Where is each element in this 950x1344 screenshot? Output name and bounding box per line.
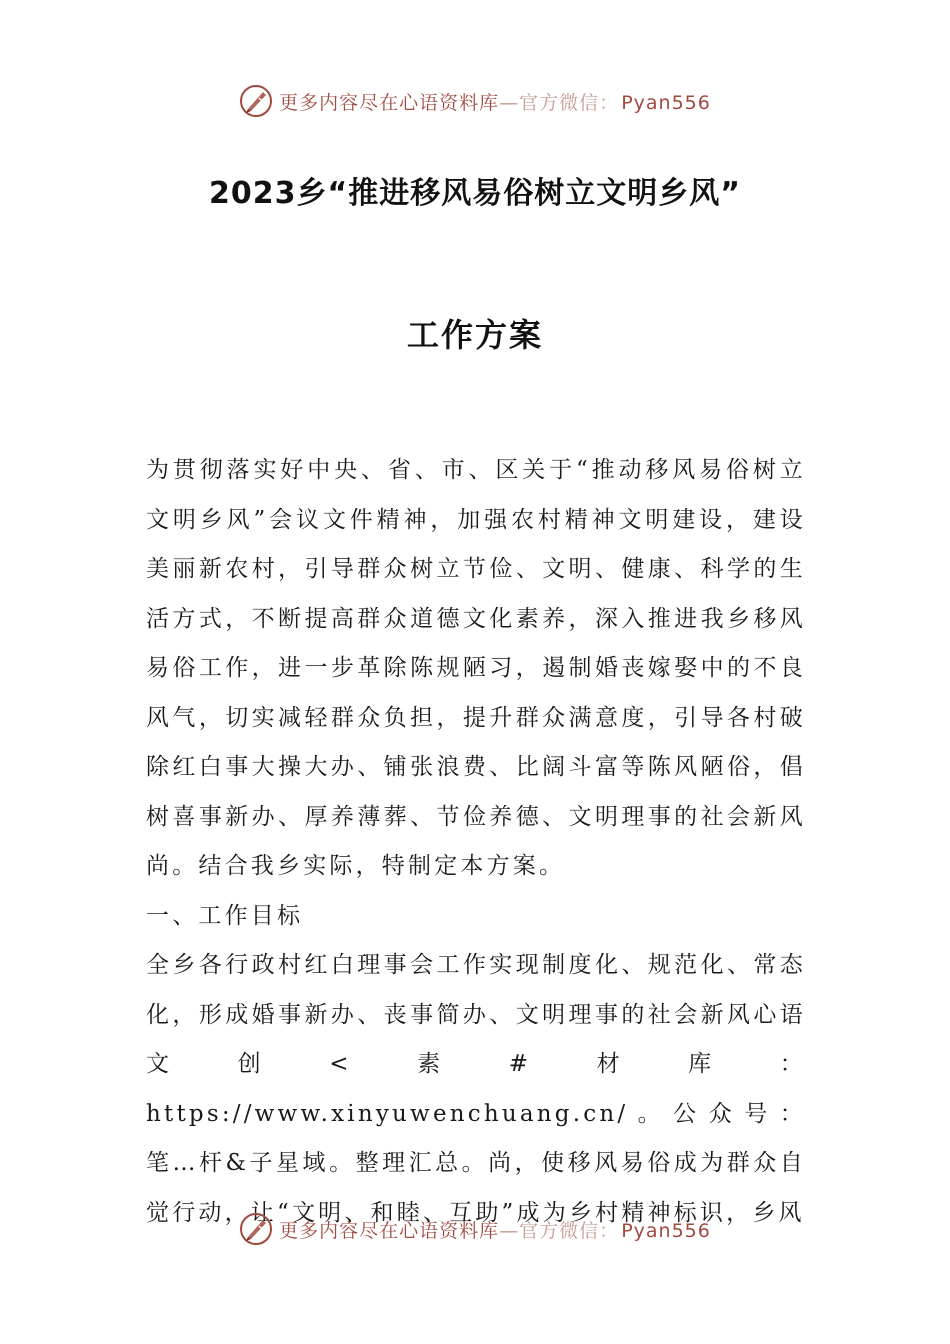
watermark-text: 更多内容尽在心语资料库—官方微信： Pyan556 — [279, 1219, 711, 1242]
header-watermark — [0, 84, 950, 118]
document-body — [146, 446, 806, 1238]
footer-watermark — [0, 1212, 950, 1246]
watermark-text: 更多内容尽在心语资料库—官方微信： Pyan556 — [279, 91, 711, 114]
document-title: 2023乡“推进移风易俗树立文明乡风” — [209, 176, 741, 211]
section-heading-goals: 一、工作目标 — [146, 902, 304, 929]
document-subtitle: 工作方案 — [406, 316, 543, 354]
section-paragraph-goals: 全乡各行政村红白理事会工作实现制度化、规范化、常态化，形成婚事新办、丧事简办、文明理事的社会新风心语文创<素#材库：https://www.xinyuwenchuang.cn/。公众号：笔…杆&子星域。整理汇总。尚，使移风易俗成为群众自觉行动，让“文明、和睦、互助”成为乡村精神标识，乡风 — [146, 952, 806, 1226]
quill-pen-logo-icon — [239, 1212, 273, 1246]
intro-paragraph: 为贯彻落实好中央、省、市、区关于“推动移风易俗树立文明乡风”会议文件精神，加强农村精神文明建设，建设美丽新农村，引导群众树立节俭、文明、健康、科学的生活方式，不断提高群众道德文化素养，深入推进我乡移风易俗工作，进一步革除陈规陋习，遏制婚丧嫁娶中的不良风气，切实减轻群众负担，提升群众满意度，引导各村破除红白事大操大办、铺张浪费、比阔斗富等陈风陋俗，倡树喜事新办、厚养薄葬、节俭养德、文明理事的社会新风尚。结合我乡实际，特制定本方案。 — [146, 457, 806, 879]
quill-pen-logo-icon — [239, 84, 273, 118]
